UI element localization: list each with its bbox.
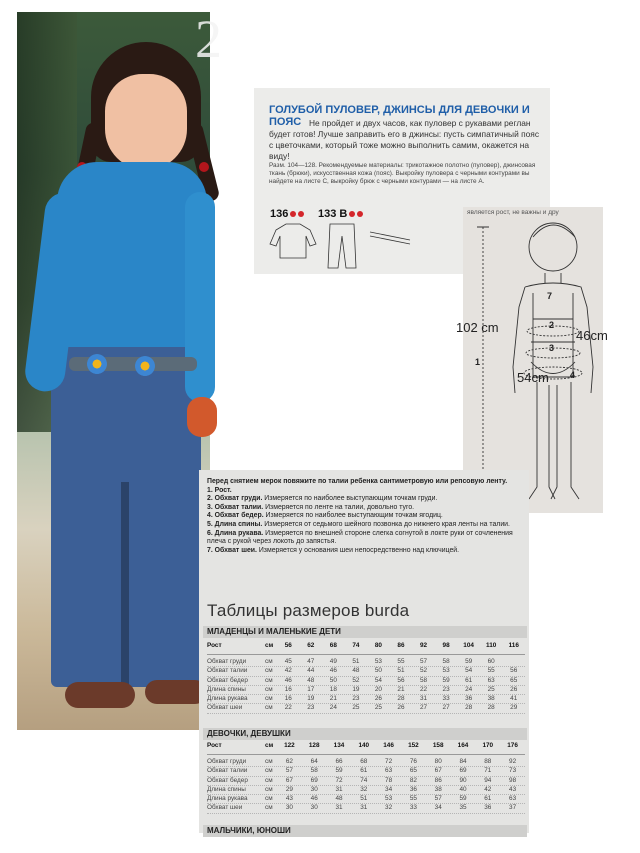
row-label: Длина спины [207, 685, 246, 693]
table-row [207, 804, 525, 813]
unit-cell: см [265, 767, 273, 775]
row-label: Обхват шеи [207, 804, 243, 812]
size-header-cell: 86 [397, 642, 405, 649]
table-cell: 57 [285, 767, 293, 775]
table-cell: 43 [285, 795, 293, 803]
table-cell: 73 [509, 767, 517, 775]
table-cell: 90 [459, 776, 467, 784]
table-cell: 58 [419, 676, 428, 684]
table-cell: 32 [385, 804, 393, 812]
pattern-code-jeans: 133 В [318, 208, 363, 220]
table-cell: 50 [374, 667, 382, 675]
step-text: Измеряется у основания шеи непосредственно над ключицей. [256, 546, 460, 554]
table-cell: 51 [352, 658, 360, 665]
table-cell: 55 [487, 667, 495, 675]
pattern-code-pullover: 136 [270, 208, 304, 220]
table-cell: 92 [509, 758, 517, 765]
table-cell: 26 [510, 685, 518, 693]
table-cell: 54 [465, 667, 473, 675]
table-cell: 31 [419, 695, 428, 703]
table-cell: 41 [510, 695, 518, 703]
table-cell: 53 [385, 795, 393, 803]
table-cell: 45 [284, 658, 292, 665]
table-cell: 66 [335, 758, 343, 765]
row-label: Длина рукава [207, 795, 248, 803]
table-cell: 65 [510, 676, 518, 684]
jeans-leg-gap [121, 482, 129, 687]
table-cell: 16 [284, 685, 292, 693]
table-cell: 61 [484, 795, 492, 803]
table-cell: 25 [487, 685, 495, 693]
table-cell: 51 [397, 667, 405, 675]
height-measurement-annotation: 102 cm [456, 320, 499, 335]
table-cell: 54 [374, 676, 382, 684]
size-header-cell: 128 [308, 742, 320, 749]
table-cell: 61 [465, 676, 473, 684]
belt-flower-icon [135, 356, 155, 376]
row-label: Обхват талии [207, 667, 248, 675]
table-cell: 34 [385, 785, 393, 793]
table-cell: 32 [360, 785, 368, 793]
table-cell: 22 [419, 685, 428, 693]
unit-cell: см [265, 795, 273, 803]
table-cell: 56 [510, 667, 518, 675]
belt-flower-icon [87, 354, 107, 374]
step-text: Измеряется от седьмого шейного позвонка до нижнего края ленты на талии. [262, 520, 510, 528]
right-shoe [145, 680, 207, 704]
table-cell: 98 [509, 776, 517, 784]
table-row [207, 786, 525, 795]
unit-cell: см [265, 667, 273, 675]
table-cell: 30 [285, 804, 293, 812]
size-header-cell: 62 [307, 642, 315, 649]
unit-cell: см [265, 658, 273, 665]
table-cell: 33 [409, 804, 417, 812]
size-header-cell: 56 [284, 642, 292, 649]
table-cell: 57 [434, 795, 442, 803]
label-neck: 7 [547, 291, 553, 301]
unit-cell: см [265, 642, 274, 649]
size-header-cell: 110 [486, 642, 497, 649]
table-cell: 36 [465, 695, 473, 703]
table-cell: 53 [374, 658, 382, 665]
hand [187, 397, 217, 437]
size-header-cell: 116 [508, 642, 519, 649]
table-row [207, 767, 525, 776]
belt-sketch [370, 232, 410, 244]
size-header-cell: 74 [352, 642, 360, 649]
row-label: Обхват бедер [207, 776, 248, 784]
table-cell: 88 [484, 758, 492, 765]
pattern-sketches [270, 222, 430, 272]
size-header-cell: 98 [442, 642, 450, 649]
table-cell: 47 [307, 658, 315, 665]
table-cell: 23 [442, 685, 450, 693]
instruction-step [207, 521, 527, 530]
unit-cell: см [265, 742, 274, 749]
table-cell: 34 [434, 804, 442, 812]
table-cell: 30 [310, 804, 318, 812]
table-cell: 63 [487, 676, 495, 684]
row-label: Обхват груди [207, 758, 247, 765]
row-label: Обхват шеи [207, 704, 243, 712]
table-cell: 19 [352, 685, 360, 693]
table-cell: 60 [487, 658, 495, 665]
table-cell: 56 [397, 676, 405, 684]
table-row [207, 677, 525, 686]
step-title: 4. Обхват бедер. [207, 512, 264, 520]
instructions-lead: Перед снятием мерок повяжите по талии ребенка сантиметровую или репсовую ленту. [207, 478, 508, 485]
table-cell: 59 [335, 767, 343, 775]
size-header-cell: 80 [374, 642, 382, 649]
table-cell: 58 [310, 767, 318, 775]
step-title: 3. Обхват талии. [207, 503, 264, 511]
table-cell: 58 [442, 658, 450, 665]
table-cell: 55 [409, 795, 417, 803]
table-cell: 24 [329, 704, 337, 712]
header-label: Рост [207, 742, 222, 749]
table-cell: 48 [307, 676, 315, 684]
table-cell: 38 [434, 785, 442, 793]
table-cell: 72 [385, 758, 393, 765]
table-cell: 28 [465, 704, 473, 712]
hip-measurement-annotation: 54cm [517, 370, 549, 385]
table-cell: 59 [465, 658, 473, 665]
table-cell: 53 [442, 667, 450, 675]
step-title: 6. Длина рукава. [207, 529, 264, 537]
size-header-cell: 170 [482, 742, 494, 749]
instruction-step [207, 512, 527, 521]
table-cell: 86 [434, 776, 442, 784]
size-table-girls [207, 742, 525, 814]
table-cell: 17 [307, 685, 315, 693]
table-cell: 67 [434, 767, 442, 775]
face [105, 74, 187, 170]
table-cell: 72 [335, 776, 343, 784]
label-waist: 3 [549, 343, 555, 353]
unit-cell: см [265, 695, 273, 703]
table-cell: 46 [284, 676, 292, 684]
table-cell: 40 [459, 785, 467, 793]
table-cell: 52 [419, 667, 428, 675]
table-cell: 48 [335, 795, 343, 803]
unit-cell: см [265, 804, 273, 812]
size-tables-clipping [199, 470, 529, 833]
row-label: Длина спины [207, 785, 246, 793]
size-header-cell: 164 [457, 742, 469, 749]
step-title: 5. Длина спины. [207, 520, 263, 528]
jeans-sketch [328, 224, 356, 268]
table-cell: 43 [509, 785, 517, 793]
size-header-cell: 146 [383, 742, 394, 749]
table-cell: 21 [397, 685, 405, 693]
section-title-boys: МАЛЬЧИКИ, ЮНОШИ [203, 825, 527, 837]
size-header-cell: 68 [329, 642, 337, 649]
table-cell: 68 [360, 758, 368, 765]
article-title: ГОЛУБОЙ ПУЛОВЕР, ДЖИНСЫ ДЛЯ ДЕВОЧКИ И ПОЯС [269, 104, 530, 128]
table-cell: 49 [329, 658, 337, 665]
instruction-step [207, 530, 527, 547]
table-cell: 23 [307, 704, 315, 712]
table-cell: 31 [335, 804, 343, 812]
article-body: Не пройдет и двух часов, как пуловер с рукавами реглан будет готов! Лучше заправить его в джинсы: пусть симпатичный пояс с цветочками, который тоже можно выполнить самим, окажется на виду! [269, 118, 540, 161]
table-cell: 38 [487, 695, 495, 703]
table-row [207, 695, 525, 704]
table-cell: 69 [310, 776, 318, 784]
table-cell: 61 [360, 767, 368, 775]
step-title: 7. Обхват шеи. [207, 546, 257, 554]
section-title-infants: МЛАДЕНЦЫ И МАЛЕНЬКИЕ ДЕТИ [203, 626, 527, 638]
row-label: Обхват бедер [207, 676, 248, 684]
table-cell: 44 [307, 667, 315, 675]
table-cell: 84 [459, 758, 467, 765]
table-header-row [207, 642, 525, 658]
label-chest: 2 [549, 320, 555, 330]
label-hips: 4 [570, 370, 576, 380]
row-label: Длина рукава [207, 695, 248, 703]
table-cell: 51 [360, 795, 368, 803]
table-cell: 36 [484, 804, 492, 812]
label-height: 1 [475, 357, 481, 367]
table-cell: 29 [285, 785, 293, 793]
size-header-cell: 134 [333, 742, 345, 749]
table-cell: 74 [360, 776, 368, 784]
table-cell: 28 [397, 695, 405, 703]
unit-cell: см [265, 704, 273, 712]
instruction-steps [207, 487, 527, 556]
table-row [207, 704, 525, 713]
unit-cell: см [265, 676, 273, 684]
unit-cell: см [265, 685, 273, 693]
table-cell: 16 [284, 695, 292, 703]
table-cell: 42 [484, 785, 492, 793]
chest-measurement-annotation: 46cm [576, 328, 608, 343]
size-tables-heading: Таблицы размеров burda [207, 601, 410, 620]
table-cell: 31 [335, 785, 343, 793]
hair-bead [199, 162, 209, 172]
step-text: Измеряется по ленте на талии, довольно туго. [263, 503, 415, 511]
unit-cell: см [265, 776, 273, 784]
article-materials: Разм. 104—128. Рекомендуемые материалы: трикотажное полотно (пуловер), джинсовая ткань (брюки), искусственная кожа (пояс). Выкройку пуловера с черными контурами вы найдете на листе С, выкройку брюк с черными контурами — на листе А. [269, 162, 536, 186]
table-cell: 28 [487, 704, 495, 712]
figure-caption: является рост, не важны и дру [467, 209, 559, 216]
section-title-girls: ДЕВОЧКИ, ДЕВУШКИ [203, 728, 527, 740]
table-row [207, 758, 525, 767]
size-header-cell: 92 [419, 642, 428, 649]
instruction-step [207, 495, 527, 504]
table-cell: 36 [409, 785, 417, 793]
table-cell: 65 [409, 767, 417, 775]
table-cell: 19 [307, 695, 315, 703]
table-cell: 18 [329, 685, 337, 693]
table-cell: 21 [329, 695, 337, 703]
table-row [207, 795, 525, 804]
table-cell: 57 [419, 658, 428, 665]
size-header-cell: 158 [432, 742, 444, 749]
table-cell: 59 [459, 795, 467, 803]
table-cell: 63 [385, 767, 393, 775]
pullover-sketch [270, 224, 316, 258]
table-row [207, 658, 525, 667]
size-header-cell: 152 [408, 742, 419, 749]
table-cell: 26 [374, 695, 382, 703]
instruction-step [207, 547, 527, 556]
measurement-instructions [207, 478, 527, 555]
table-cell: 31 [360, 804, 368, 812]
size-header-cell: 104 [463, 642, 474, 649]
table-cell: 27 [419, 704, 428, 712]
table-cell: 33 [442, 695, 450, 703]
header-label: Рост [207, 642, 222, 649]
table-cell: 50 [329, 676, 337, 684]
size-table-infants [207, 642, 525, 714]
step-text: Измеряется по внешней стороне слегка согнутой в локте руки от сочленения плеча с рукой через локоть до запястья. [207, 529, 513, 546]
table-cell: 22 [284, 704, 292, 712]
table-row [207, 667, 525, 676]
table-cell: 80 [434, 758, 442, 765]
table-cell: 64 [310, 758, 318, 765]
table-cell: 55 [397, 658, 405, 665]
step-title: 1. Рост. [207, 486, 232, 494]
size-header-cell: 140 [358, 742, 370, 749]
table-cell: 27 [442, 704, 450, 712]
step-text: Измеряется по наиболее выступающим точкам ягодиц. [263, 512, 443, 520]
table-cell: 35 [459, 804, 467, 812]
child-outline-drawing [463, 207, 603, 513]
table-cell: 82 [409, 776, 417, 784]
table-cell: 29 [510, 704, 518, 712]
table-cell: 59 [442, 676, 450, 684]
table-cell: 52 [352, 676, 360, 684]
table-header-row [207, 742, 525, 758]
row-label: Обхват талии [207, 767, 248, 775]
table-cell: 20 [374, 685, 382, 693]
table-cell: 23 [352, 695, 360, 703]
step-title: 2. Обхват груди. [207, 495, 263, 503]
table-cell: 30 [310, 785, 318, 793]
left-shoe [65, 682, 135, 708]
unit-cell: см [265, 758, 273, 765]
table-cell: 37 [509, 804, 517, 812]
table-cell: 46 [310, 795, 318, 803]
table-row [207, 777, 525, 786]
table-cell: 69 [459, 767, 467, 775]
table-cell: 63 [509, 795, 517, 803]
size-header-cell: 122 [284, 742, 295, 749]
table-cell: 78 [385, 776, 393, 784]
row-label: Обхват груди [207, 658, 247, 665]
table-cell: 46 [329, 667, 337, 675]
measurement-figure [463, 207, 603, 513]
table-cell: 42 [284, 667, 292, 675]
page-number-glyph: 2 [195, 9, 222, 69]
table-cell: 67 [285, 776, 293, 784]
table-cell: 94 [484, 776, 492, 784]
table-row [207, 686, 525, 695]
step-text: Измеряется по наиболее выступающим точкам груди. [262, 495, 438, 503]
table-cell: 62 [285, 758, 293, 765]
table-cell: 71 [484, 767, 492, 775]
table-cell: 25 [352, 704, 360, 712]
size-header-cell: 176 [507, 742, 518, 749]
table-cell: 25 [374, 704, 382, 712]
table-cell: 76 [409, 758, 417, 765]
table-cell: 24 [465, 685, 473, 693]
table-cell: 48 [352, 667, 360, 675]
table-cell: 26 [397, 704, 405, 712]
unit-cell: см [265, 785, 273, 793]
instruction-step [207, 487, 527, 496]
